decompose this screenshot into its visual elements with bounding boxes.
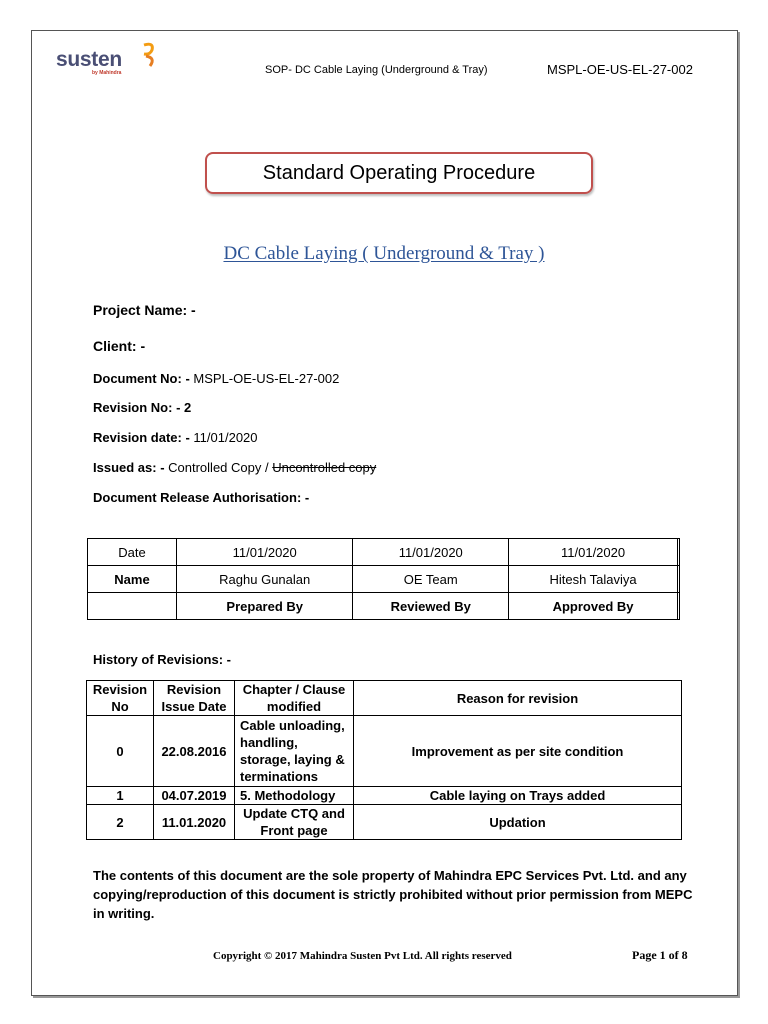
column-header: Chapter / Clause modified xyxy=(235,681,354,716)
revision-date-field xyxy=(93,430,258,445)
signoff-name: OE Team xyxy=(353,566,509,593)
table-row xyxy=(88,539,680,566)
signoff-date: 11/01/2020 xyxy=(177,539,353,566)
table-row xyxy=(87,716,682,787)
column-header: Revision No xyxy=(87,681,154,716)
signoff-table xyxy=(87,538,680,620)
table-cell: 22.08.2016 xyxy=(154,716,235,787)
project-name-field xyxy=(93,302,196,318)
revision-no-label: Revision No: - 2 xyxy=(93,400,192,415)
sop-banner-text: Standard Operating Procedure xyxy=(262,161,536,184)
ownership-notice: The contents of this document are the sole property of Mahindra EPC Services Pvt. Ltd. and any copying/reproduction of this document is strictly prohibited without prior permission from MEPC in writing. xyxy=(93,868,693,921)
role-label-empty xyxy=(88,593,177,620)
name-label: Name xyxy=(88,566,177,593)
issued-as-label: Issued as: - xyxy=(93,460,165,475)
signoff-date: 11/01/2020 xyxy=(509,539,678,566)
issued-as-struck: Uncontrolled copy xyxy=(272,460,377,475)
document-no-value: MSPL-OE-US-EL-27-002 xyxy=(189,371,340,386)
copyright-footer: Copyright © 2017 Mahindra Susten Pvt Ltd. All rights reserved xyxy=(213,950,512,962)
logo-wordmark: susten xyxy=(56,48,122,71)
issued-as-value: Controlled Copy / xyxy=(164,460,273,475)
header-title: SOP- DC Cable Laying (Underground & Tray) xyxy=(265,64,488,76)
issued-as-field xyxy=(93,460,376,475)
signoff-name xyxy=(678,566,680,593)
column-header: Revision Issue Date xyxy=(154,681,235,716)
table-row xyxy=(87,805,682,840)
document-title xyxy=(0,243,768,265)
signoff-name: Hitesh Talaviya xyxy=(509,566,678,593)
project-name-label: Project Name: - xyxy=(93,302,196,318)
client-label: Client: - xyxy=(93,338,146,354)
signoff-role: Reviewed By xyxy=(353,593,509,620)
table-cell: 04.07.2019 xyxy=(154,787,235,805)
table-row xyxy=(87,787,682,805)
table-cell: Updation xyxy=(354,805,682,840)
revision-date-label: Revision date: - xyxy=(93,430,190,445)
table-cell: Cable laying on Trays added xyxy=(354,787,682,805)
release-authorisation-label: Document Release Authorisation: - xyxy=(93,490,310,505)
date-label: Date xyxy=(88,539,177,566)
signoff-role: Approved By xyxy=(509,593,678,620)
table-header-row xyxy=(87,681,682,716)
document-title-text: DC Cable Laying ( Underground & Tray ) xyxy=(223,243,545,264)
signoff-date xyxy=(678,539,680,566)
signoff-role xyxy=(678,593,680,620)
signoff-date: 11/01/2020 xyxy=(353,539,509,566)
table-cell: Cable unloading, handling, storage, laying & terminations xyxy=(235,716,354,787)
revision-no-field xyxy=(93,400,191,415)
logo-swoosh-icon xyxy=(140,42,158,70)
table-cell: 2 xyxy=(87,805,154,840)
logo-subtext: by Mahindra xyxy=(92,70,122,76)
table-cell: 0 xyxy=(87,716,154,787)
signoff-role: Prepared By xyxy=(177,593,353,620)
table-row xyxy=(88,566,680,593)
revision-history-table xyxy=(86,680,682,840)
sop-banner xyxy=(205,152,593,194)
table-cell: 11.01.2020 xyxy=(154,805,235,840)
client-field xyxy=(93,338,145,354)
table-cell: Update CTQ and Front page xyxy=(235,805,354,840)
release-authorisation-field xyxy=(93,490,309,505)
header-doc-number: MSPL-OE-US-EL-27-002 xyxy=(547,62,693,77)
company-logo xyxy=(56,42,166,82)
table-row xyxy=(88,593,680,620)
document-no-label: Document No: - xyxy=(93,371,190,386)
signoff-name: Raghu Gunalan xyxy=(177,566,353,593)
table-cell: Improvement as per site condition xyxy=(354,716,682,787)
document-no-field xyxy=(93,371,339,386)
revision-date-value: 11/01/2020 xyxy=(189,430,258,445)
column-header: Reason for revision xyxy=(354,681,682,716)
table-cell: 1 xyxy=(87,787,154,805)
page-number: Page 1 of 8 xyxy=(632,948,688,962)
table-cell: 5. Methodology xyxy=(235,787,354,805)
history-label: History of Revisions: - xyxy=(93,652,231,667)
